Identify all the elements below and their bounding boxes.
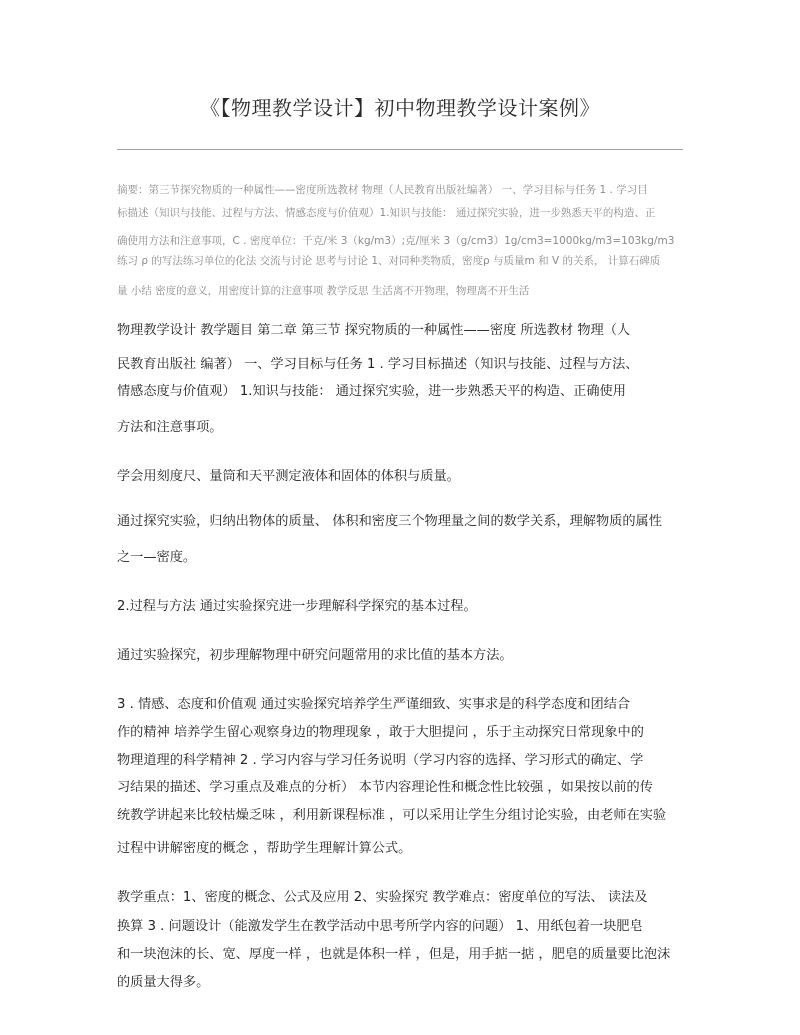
abstract-line: 标描述（知识与技能、过程与方法、情感态度与价值观）1.知识与技能： 通过探究实验，进一步熟悉天平的构造、正 (117, 207, 656, 219)
body-line: 2.过程与方法 通过实验探究进一步理解科学探究的基本过程。 (117, 599, 477, 614)
body-line: 过程中讲解密度的概念 ，帮助学生理解计算公式。 (117, 841, 412, 856)
body-line: 统教学讲起来比较枯燥乏味 ，利用新课程标准 ，可以采用让学生分组讨论实验，由老师在实验 (117, 808, 667, 823)
body-line: 通过探究实验，归纳出物体的质量、 体积和密度三个物理量之间的数学关系，理解物质的属性 (117, 514, 662, 529)
body-line: 物理教学设计 教学题目 第二章 第三节 探究物质的一种属性——密度 所选教材 物理（人 (117, 323, 631, 338)
abstract-line: 确使用方法和注意事项，C . 密度单位：千克/米 3（kg/m3）;克/厘米 3（g/cm3）1g/cm3=1000kg/m3=103kg/m3 (117, 235, 675, 247)
body-line: 和一块泡沫的长、宽、厚度一样 ，也就是体积一样 ，但是，用手掂一掂 ，肥皂的质量要比泡沫 (117, 947, 671, 962)
body-line: 通过实验探究，初步理解物理中研究问题常用的求比值的基本方法。 (117, 648, 513, 663)
body-line: 之一—密度。 (117, 550, 197, 565)
body-line: 物理道理的科学精神 2 . 学习内容与学习任务说明（学习内容的选择、学习形式的确定、学 (117, 753, 644, 768)
body-line: 作的精神 培养学生留心观察身边的物理现象 ，敢于大胆提问 ，乐于主动探究日常现象中的 (117, 725, 644, 740)
body-line: 教学重点：1、密度的概念、公式及应用 2、实验探究 教学难点：密度单位的写法、 读法及 (117, 890, 648, 905)
abstract-line: 练习 ρ 的写法练习单位的化法 交流与讨论 思考与讨论 1、对同种类物质，密度ρ 与质量m 和 V 的关系， 计算石碑质 (117, 255, 661, 267)
body-line: 民教育出版社 编著） 一、学习目标与任务 1 . 学习目标描述（知识与技能、过程与方法、 (117, 357, 639, 372)
body-line: 方法和注意事项。 (117, 420, 223, 435)
title-divider (117, 149, 683, 150)
abstract-line: 摘要：第三节探究物质的一种属性——密度所选教材 物理（人民教育出版社编著） 一、学习目标与任务 1 . 学习目 (117, 184, 648, 196)
abstract-line: 量 小结 密度的意义，用密度计算的注意事项 教学反思 生活离不开物理，物理离不开生活 (117, 285, 530, 297)
body-line: 换算 3 . 问题设计（能激发学生在教学活动中思考所学内容的问题） 1、用纸包着一块肥皂 (117, 919, 643, 934)
body-line: 的质量大得多。 (117, 975, 210, 990)
body-line: 学会用刻度尺、量筒和天平测定液体和固体的体积与质量。 (117, 469, 460, 484)
document-title: 《【物理教学设计】初中物理教学设计案例》 (200, 96, 600, 120)
body-line: 3 . 情感、态度和价值观 通过实验探究培养学生严谨细致、实事求是的科学态度和团结合 (117, 697, 631, 712)
body-line: 习结果的描述、学习重点及难点的分析） 本节内容理论性和概念性比较强 ，如果按以前的传 (117, 780, 653, 795)
body-line: 情感态度与价值观） 1.知识与技能： 通过探究实验，进一步熟悉天平的构造、正确使用 (117, 384, 626, 399)
